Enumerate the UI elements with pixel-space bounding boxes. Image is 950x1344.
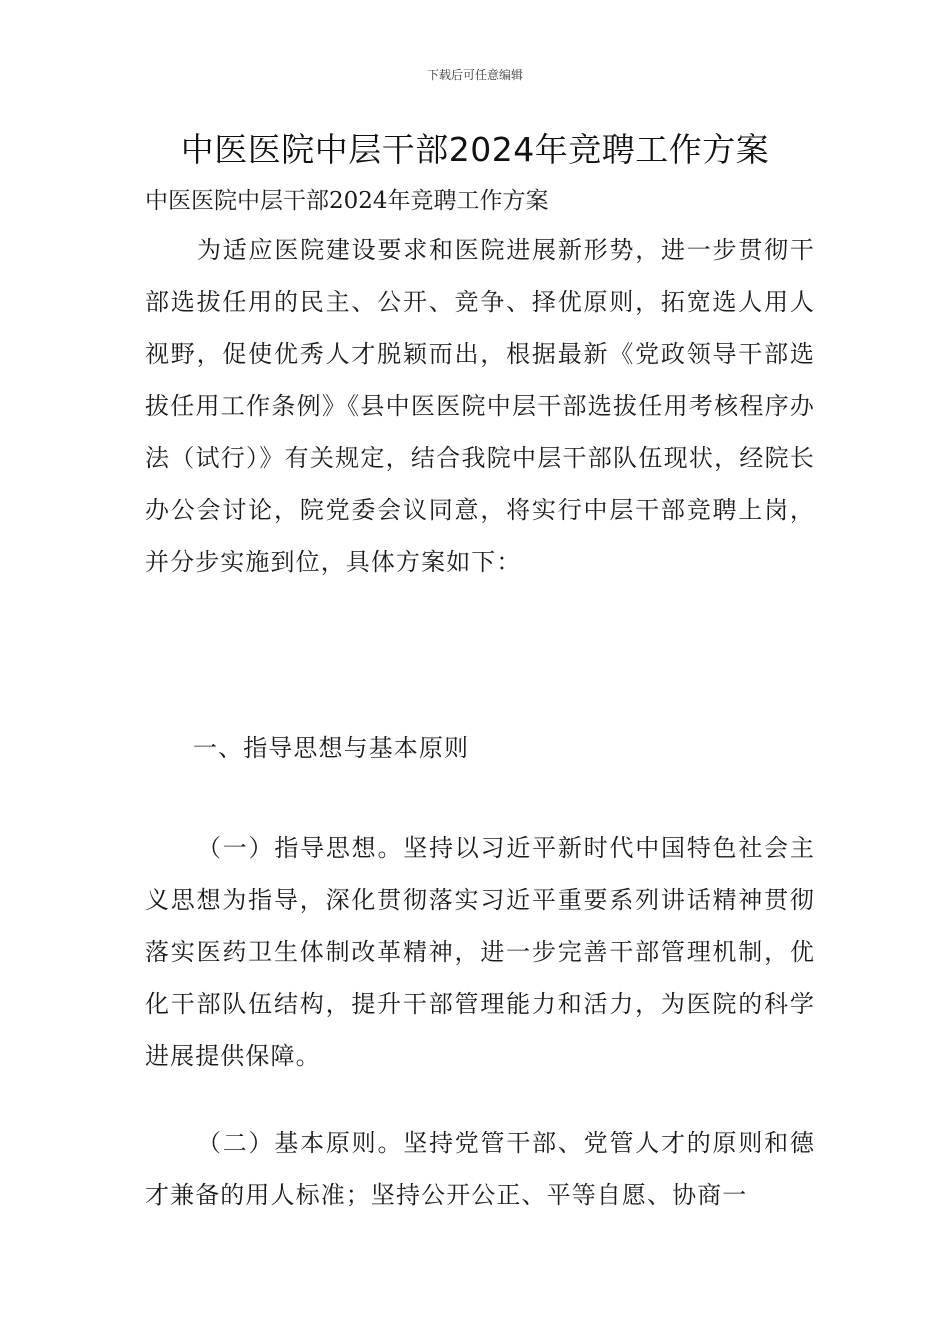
basic-principle-paragraph: （二）基本原则。坚持党管干部、党管人才的原则和德才兼备的用人标准；坚持公开公正、平等自愿、协商一 xyxy=(145,1129,815,1209)
document-subtitle: 中医医院中层干部2024年竞聘工作方案 xyxy=(145,188,549,214)
guiding-thought-paragraph: （一）指导思想。坚持以习近平新时代中国特色社会主义思想为指导，深化贯彻落实习近平重要系列讲话精神贯彻落实医药卫生体制改革精神，进一步完善干部管理机制，优化干部队伍结构，提升干部管理能力和活力，为医院的科学进展提供保障。 xyxy=(145,834,815,1070)
document-title: 中医医院中层干部2024年竞聘工作方案 xyxy=(180,130,770,169)
section-heading-guiding-principles: 一、指导思想与基本原则 xyxy=(193,734,470,762)
header-note: 下载后可任意编辑 xyxy=(426,68,523,82)
intro-paragraph: 为适应医院建设要求和医院进展新形势，进一步贯彻干部选拔任用的民主、公开、竞争、择优原则，拓宽选人用人视野，促使优秀人才脱颖而出，根据最新《党政领导干部选拔任用工作条例》《县中医医院中层干部选拔任用考核程序办法（试行）》有关规定，结合我院中层干部队伍现状，经院长办公会讨论，院党委会议同意，将实行中层干部竞聘上岗，并分步实施到位，具体方案如下： xyxy=(145,236,815,576)
